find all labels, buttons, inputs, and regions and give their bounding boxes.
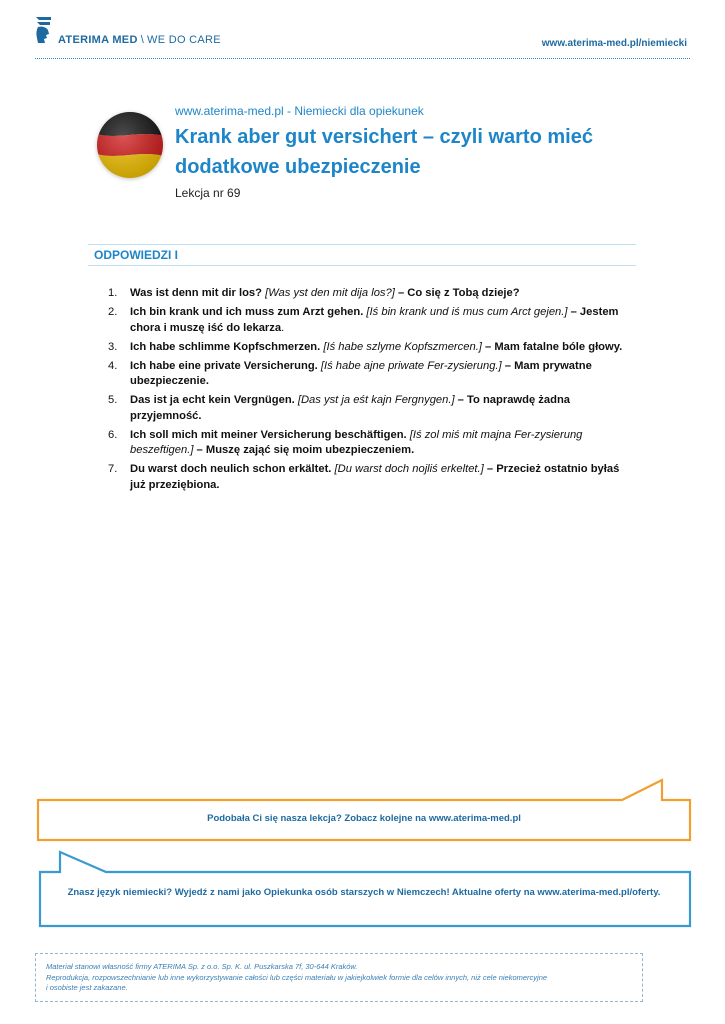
copyright-text (46, 962, 636, 994)
sentence-end: . (281, 321, 285, 334)
copyright-line: Materiał stanowi własność firmy ATERIMA Sp. z o.o. Sp. K. ul. Puszkarska 7f, 30-644 Kraków. (46, 962, 358, 971)
brand-name: ATERIMA MED (58, 34, 138, 46)
polish-translation: – To naprawdę żadna przyjemność. (130, 394, 570, 422)
promo-lesson-text[interactable]: Podobała Ci się nasza lekcja? Zobacz kolejne na www.aterima-med.pl (207, 813, 521, 824)
phonetic-transcription: [Du warst doch nojliś erkeltet.] (331, 463, 484, 475)
item-number: 1. (108, 287, 118, 299)
page-header (0, 0, 725, 60)
brand-tagline: WE DO CARE (147, 34, 221, 46)
brand-separator: \ (140, 34, 145, 46)
site-subtitle[interactable]: www.aterima-med.pl - Niemiecki dla opiekunek (175, 104, 424, 118)
answers-list (100, 286, 635, 497)
phonetic-transcription: [Iś zol miś mit majna Fer-zysierung beszeftigen.] (130, 428, 583, 456)
copyright-line: i osobiste jest zakazane. (46, 983, 128, 992)
german-sentence: Ich habe schlimme Kopfschmerzen. (130, 340, 321, 353)
list-item (100, 359, 635, 390)
section-title: ODPOWIEDZI I (94, 248, 178, 262)
german-sentence: Du warst doch neulich schon erkältet. (130, 463, 332, 475)
list-item (100, 305, 635, 336)
brand-logo[interactable] (58, 34, 221, 46)
promo-orange-box[interactable] (36, 776, 692, 842)
polish-translation: – Muszę zająć się moim ubezpieczeniem. (193, 444, 415, 456)
polish-translation: – Jestem chora i muszę iść do lekarza (130, 306, 619, 334)
promo-job-text[interactable]: Znasz język niemiecki? Wyjedź z nami jako Opiekunka osób starszych w Niemczech! Aktualne oferty na www.aterima-med.pl/oferty. (67, 887, 661, 898)
item-number: 4. (108, 359, 118, 372)
header-divider (35, 58, 690, 59)
list-item (100, 462, 635, 493)
phonetic-transcription: [Was yst den mit dija los?] (261, 287, 395, 299)
german-sentence: Was ist denn mit dir los? (130, 287, 262, 299)
item-number: 3. (108, 340, 118, 353)
polish-translation: – Co się z Tobą dzieje? (394, 287, 520, 299)
list-item (100, 340, 635, 356)
lesson-number: Lekcja nr 69 (175, 186, 241, 200)
item-number: 5. (108, 394, 118, 406)
item-number: 6. (108, 428, 118, 441)
phonetic-transcription: [Das yst ja eśt kajn Fergnygen.] (294, 394, 455, 406)
copyright-footer (35, 953, 643, 1002)
answers-section-header (88, 244, 636, 266)
german-sentence: Ich bin krank und ich muss zum Arzt gehen. (130, 306, 364, 318)
phonetic-transcription: [Iś habe ajne priwate Fer-zysierung.] (317, 359, 502, 372)
germany-flag-icon (97, 112, 163, 178)
list-item (100, 393, 635, 424)
polish-translation: – Mam prywatne ubezpieczenie. (130, 359, 592, 387)
german-sentence: Das ist ja echt kein Vergnügen. (130, 394, 295, 406)
item-number: 7. (108, 463, 118, 475)
face-profile-icon (33, 15, 55, 45)
phonetic-transcription: [Iś bin krank und iś mus cum Arct gejen.] (363, 306, 568, 318)
list-item (100, 428, 635, 459)
item-number: 2. (108, 306, 118, 318)
german-sentence: Ich habe eine private Versicherung. (130, 359, 318, 372)
copyright-line: Reprodukcja, rozpowszechnianie lub inne wykorzystywanie całości lub części materiału w jakiejkolwiek formie dla celów innych, niż cele niekomercyjne (46, 972, 548, 982)
polish-translation: – Przecież ostatnio byłaś już przeziębiona. (130, 463, 620, 491)
phonetic-transcription: [Iś habe szlyme Kopfszmercen.] (320, 340, 482, 353)
page-title: Krank aber gut versichert – czyli warto mieć dodatkowe ubezpieczenie (175, 126, 593, 178)
header-url-link[interactable]: www.aterima-med.pl/niemiecki (541, 38, 687, 49)
polish-translation: – Mam fatalne bóle głowy. (481, 340, 623, 353)
list-item (100, 286, 635, 302)
german-sentence: Ich soll mich mit meiner Versicherung beschäftigen. (130, 428, 407, 441)
promo-blue-box[interactable] (36, 848, 692, 928)
